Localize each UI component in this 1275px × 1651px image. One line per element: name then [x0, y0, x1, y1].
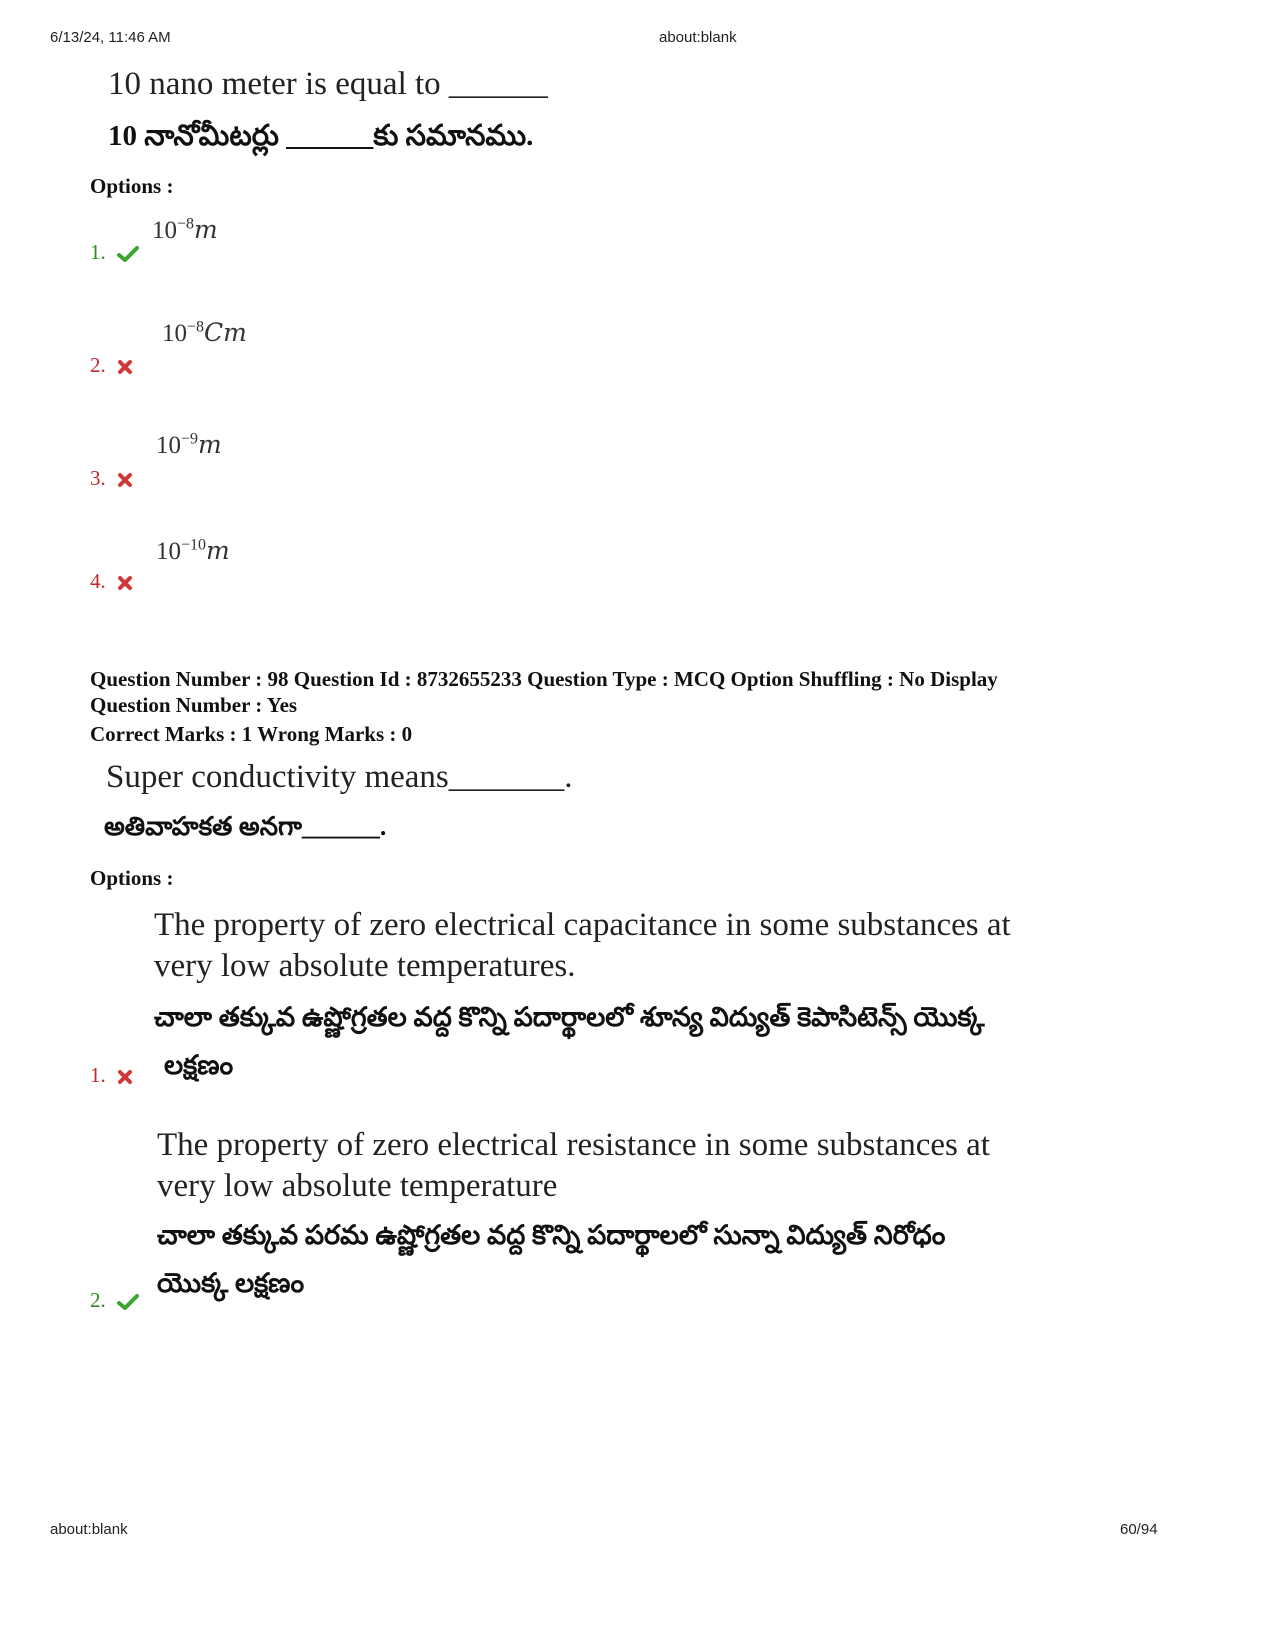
page-number: 60/94: [1120, 1521, 1158, 1538]
options-label-97: Options :: [90, 174, 174, 198]
option-97-2-value: [162, 318, 247, 348]
option-english-line-2: very low absolute temperatures.: [154, 948, 576, 984]
cross-icon: [117, 1069, 133, 1085]
options-label-98: Options :: [90, 866, 174, 890]
question-97-english: 10 nano meter is equal to ______: [108, 66, 548, 102]
check-icon: [117, 245, 139, 263]
question-98-telugu: అతివాహకత అనగా______.: [104, 812, 387, 841]
option-97-3-number: [90, 466, 133, 491]
option-97-1-value: [152, 215, 218, 245]
option-97-4-number: [90, 569, 133, 594]
option-unit: m: [198, 430, 222, 459]
option-number-text: 4.: [90, 569, 106, 593]
option-exponent: −9: [181, 430, 199, 448]
option-base: 10: [152, 217, 177, 244]
footer-url: about:blank: [50, 1521, 128, 1538]
option-97-4-value: [156, 536, 230, 566]
option-base: 10: [156, 538, 181, 565]
print-datetime: 6/13/24, 11:46 AM: [50, 29, 171, 46]
check-icon: [117, 1293, 139, 1311]
option-number-text: 3.: [90, 466, 106, 490]
option-english-line-1: The property of zero electrical capacitance in some substances at: [154, 907, 1011, 943]
option-base: 10: [162, 320, 187, 347]
option-98-1-number: [90, 1063, 133, 1088]
print-url: about:blank: [659, 29, 737, 46]
option-number-text: 1.: [90, 1063, 106, 1087]
question-97-telugu: 10 నానోమీటర్లు ______కు సమానము.: [108, 120, 534, 152]
cross-icon: [117, 575, 133, 591]
option-english-line-1: The property of zero electrical resistance in some substances at: [157, 1127, 990, 1163]
option-98-2-number: [90, 1288, 139, 1313]
question-98-english: Super conductivity means_______.: [106, 759, 573, 795]
option-unit: m: [206, 536, 230, 565]
option-97-3-value: [156, 430, 222, 460]
option-unit: Cm: [204, 318, 247, 347]
option-97-1-number: [90, 240, 139, 265]
option-97-2-number: [90, 353, 133, 378]
option-english-line-2: very low absolute temperature: [157, 1168, 558, 1204]
cross-icon: [117, 359, 133, 375]
question-98-marks: Correct Marks : 1 Wrong Marks : 0: [90, 722, 413, 746]
option-unit: m: [194, 215, 218, 244]
option-98-2-content: [157, 1125, 1157, 1307]
option-number-text: 1.: [90, 240, 106, 264]
question-meta-line-2: Question Number : Yes: [90, 693, 298, 717]
option-exponent: −8: [177, 215, 195, 233]
question-98-meta: [90, 666, 998, 718]
cross-icon: [117, 472, 133, 488]
option-exponent: −8: [187, 318, 205, 336]
option-base: 10: [156, 432, 181, 459]
option-telugu-line-1: చాలా తక్కువ పరమ ఉష్ణోగ్రతల వద్ద కొన్ని పదార్థాలలో సున్నా విద్యుత్ నిరోధం: [157, 1220, 946, 1250]
option-number-text: 2.: [90, 1288, 106, 1312]
question-meta-line-1: Question Number : 98 Question Id : 8732655233 Question Type : MCQ Option Shuffling : No Display: [90, 667, 998, 691]
option-number-text: 2.: [90, 353, 106, 377]
option-telugu-line-1: చాలా తక్కువ ఉష్ణోగ్రతల వద్ద కొన్ని పదార్థాలలో శూన్య విద్యుత్ కెపాసిటెన్స్ యొక్క: [154, 1002, 985, 1032]
option-telugu-line-2: యొక్క లక్షణం: [157, 1268, 305, 1298]
option-98-1-content: [154, 905, 1154, 1089]
option-telugu-line-2: లక్షణం: [164, 1050, 234, 1080]
option-exponent: −10: [181, 536, 207, 554]
